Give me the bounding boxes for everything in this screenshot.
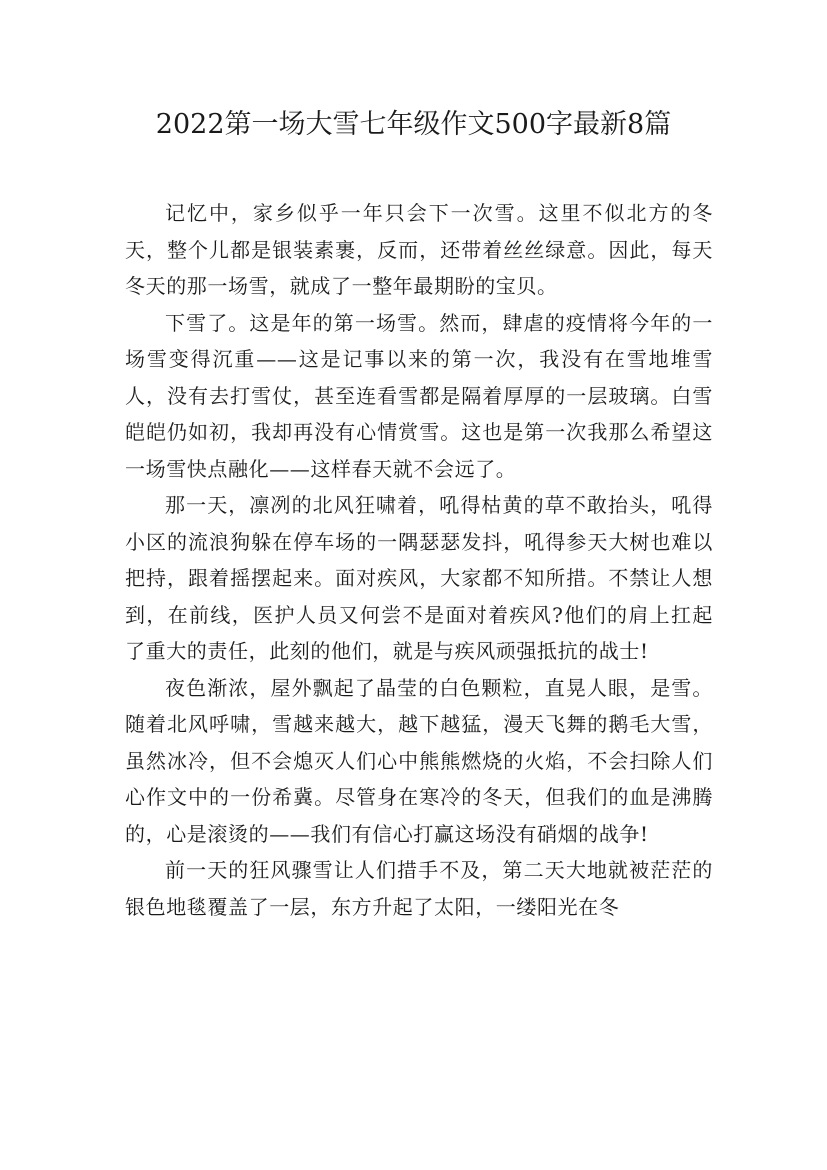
document-title: 2022第一场大雪七年级作文500字最新8篇 <box>155 109 672 140</box>
paragraph-1: 记忆中，家乡似乎一年只会下一次雪。这里不似北方的冬天，整个儿都是银装素裹，反而，还带着丝丝绿意。因此，每天冬天的那一场雪，就成了一整年最期盼的宝贝。 <box>125 201 713 298</box>
paragraph-2: 下雪了。这是年的第一场雪。然而，肆虐的疫情将今年的一场雪变得沉重——这是记事以来的第一次，我没有在雪地堆雪人，没有去打雪仗，甚至连看雪都是隔着厚厚的一层玻璃。白雪皑皑仍如初，我却再没有心情赏雪。这也是第一次我那么希望这一场雪快点融化——这样春天就不会远了。 <box>125 310 713 481</box>
paragraph-5: 前一天的狂风骤雪让人们措手不及，第二天大地就被茫茫的银色地毯覆盖了一层，东方升起了太阳，一缕阳光在冬 <box>125 858 713 919</box>
paragraph-3: 那一天，凛冽的北风狂啸着，吼得枯黄的草不敢抬头，吼得小区的流浪狗躲在停车场的一隅瑟瑟发抖，吼得参天大树也难以把持，跟着摇摆起来。面对疾风，大家都不知所措。不禁让人想到，在前线，医护人员又何尝不是面对着疾风?他们的肩上扛起了重大的责任，此刻的他们，就是与疾风顽强抵抗的战士! <box>125 493 713 663</box>
document-body <box>125 195 713 925</box>
paragraph-4: 夜色渐浓，屋外飘起了晶莹的白色颗粒，直晃人眼，是雪。随着北风呼啸，雪越来越大，越下越猛，漫天飞舞的鹅毛大雪，虽然冰冷，但不会熄灭人们心中熊熊燃烧的火焰，不会扫除人们心作文中的一份希冀。尽管身在寒冷的冬天，但我们的血是沸腾的，心是滚烫的——我们有信心打赢这场没有硝烟的战争! <box>125 675 713 846</box>
